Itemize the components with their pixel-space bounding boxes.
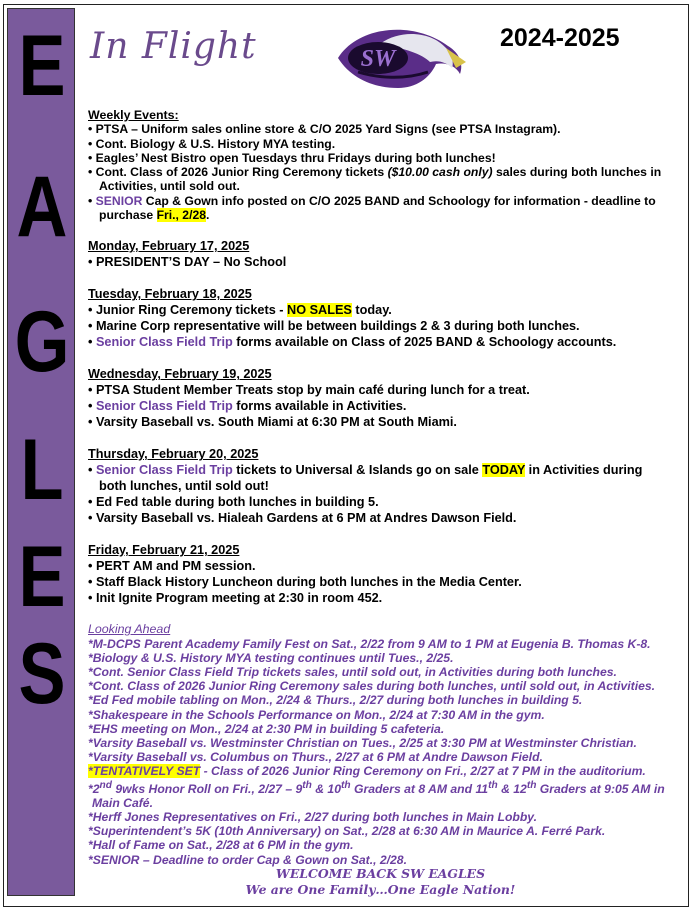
list-item: • Init Ignite Program meeting at 2:30 in room 452. [88,590,673,606]
wednesday-heading: Wednesday, February 19, 2025 [88,367,272,382]
list-item: • Senior Class Field Trip forms available on Class of 2025 BAND & Schoology accounts. [88,334,673,350]
thursday-section [88,446,673,526]
friday-section [88,542,673,606]
list-item: • Senior Class Field Trip tickets to Universal & Islands go on sale TODAY in Activities during both lunches, until sold out! [88,462,673,494]
footer-welcome: WELCOME BACK SW EAGLES [275,866,486,881]
monday-heading: Monday, February 17, 2025 [88,239,250,254]
looking-ahead-section [88,622,673,867]
sidebar-letter: E [18,529,66,625]
list-item: • Cont. Biology & U.S. History MYA testing. [88,137,673,151]
school-year: 2024-2025 [500,24,620,52]
eagles-sidebar [7,8,75,896]
ahead-item: *Shakespeare in the Schools Performance on Mon., 2/24 at 7:30 AM in the gym. [88,707,545,722]
ahead-item: *EHS meeting on Mon., 2/24 at 2:30 PM in building 5 cafeteria. [88,721,445,736]
list-item: • Senior Class Field Trip forms available in Activities. [88,398,673,414]
tuesday-heading: Tuesday, February 18, 2025 [88,287,252,302]
sidebar-letter: S [18,626,66,722]
list-item: • Junior Ring Ceremony tickets - NO SALES today. [88,302,673,318]
list-item: • Varsity Baseball vs. Hialeah Gardens at 6 PM at Andres Dawson Field. [88,510,673,526]
looking-ahead-heading: Looking Ahead [88,622,171,637]
weekly-events-section [88,108,673,222]
ahead-item: *2nd 9wks Honor Roll on Fri., 2/27 – 9th & 10th Graders at 8 AM and 11th & 12th Graders at 9:05 AM in [88,779,665,796]
footer-motto: We are One Family…One Eagle Nation! [245,882,516,897]
list-item: • PRESIDENT’S DAY – No School [88,254,673,270]
list-item: • PTSA Student Member Treats stop by main café during lunch for a treat. [88,382,673,398]
list-item: • Cont. Class of 2026 Junior Ring Ceremony tickets ($10.00 cash only) sales during both lunches in Activities, until sold out. [88,165,673,194]
newsletter-content [88,108,673,867]
sidebar-letter: A [16,159,68,255]
ahead-item: *Varsity Baseball vs. Columbus on Thurs., 2/27 at 6 PM at Andre Dawson Field. [88,750,543,765]
ahead-item: *SENIOR – Deadline to order Cap & Gown on Sat., 2/28. [88,852,407,867]
friday-heading: Friday, February 21, 2025 [88,543,240,558]
wednesday-section [88,366,673,430]
tuesday-section [88,286,673,350]
list-item: • PERT AM and PM session. [88,558,673,574]
ahead-item: *Herff Jones Representatives on Fri., 2/27 during both lunches in Main Lobby. [88,810,537,825]
ahead-item: *Biology & U.S. History MYA testing continues until Tues., 2/25. [88,650,454,665]
ahead-item: *TENTATIVELY SET - Class of 2026 Junior Ring Ceremony on Fri., 2/27 at 7 PM in the auditorium. [88,764,646,779]
ahead-item: *Cont. Class of 2026 Junior Ring Ceremony sales during both lunches, until sold out, in Activities. [88,679,656,694]
ahead-item: *Hall of Fame on Sat., 2/28 at 6 PM in the gym. [88,838,354,853]
list-item: • PTSA – Uniform sales online store & C/O 2025 Yard Signs (see PTSA Instagram). [88,122,673,136]
ahead-item-continued: Main Café. [92,795,153,810]
list-item: • Staff Black History Luncheon during both lunches in the Media Center. [88,574,673,590]
ahead-item: *Ed Fed mobile tabling on Mon., 2/24 & Thurs., 2/27 during both lunches in building 5. [88,693,583,708]
list-item: • Eagles’ Nest Bistro open Tuesdays thru Fridays during both lunches! [88,151,673,165]
ahead-item: *M-DCPS Parent Academy Family Fest on Sat., 2/22 from 9 AM to 1 PM at Eugenia B. Thomas K-8. [88,636,651,651]
newsletter-title: In Flight [90,26,257,67]
sidebar-letter: E [18,18,66,114]
ahead-item: *Superintendent’s 5K (10th Anniversary) on Sat., 2/28 at 6:30 AM in Maurice A. Ferré Park. [88,824,606,839]
sidebar-letter: G [14,294,70,390]
monday-section [88,238,673,270]
thursday-heading: Thursday, February 20, 2025 [88,447,259,462]
list-item: • Varsity Baseball vs. South Miami at 6:30 PM at South Miami. [88,414,673,430]
weekly-events-heading: Weekly Events: [88,108,179,122]
list-item: • Ed Fed table during both lunches in building 5. [88,494,673,510]
eagle-logo [318,18,468,94]
sidebar-letter: L [20,422,64,518]
ahead-item: *Cont. Senior Class Field Trip tickets sales, until sold out, in Activities during both lunches. [88,664,617,679]
ahead-item: *Varsity Baseball vs. Westminster Christian on Tues., 2/25 at 3:30 PM at Westminster Christian. [88,736,637,750]
list-item: • Marine Corp representative will be between buildings 2 & 3 during both lunches. [88,318,673,334]
list-item: • SENIOR Cap & Gown info posted on C/O 2025 BAND and Schoology for information - deadline to purchase Fri., 2/28. [88,194,673,223]
logo-text: SW [360,46,396,72]
